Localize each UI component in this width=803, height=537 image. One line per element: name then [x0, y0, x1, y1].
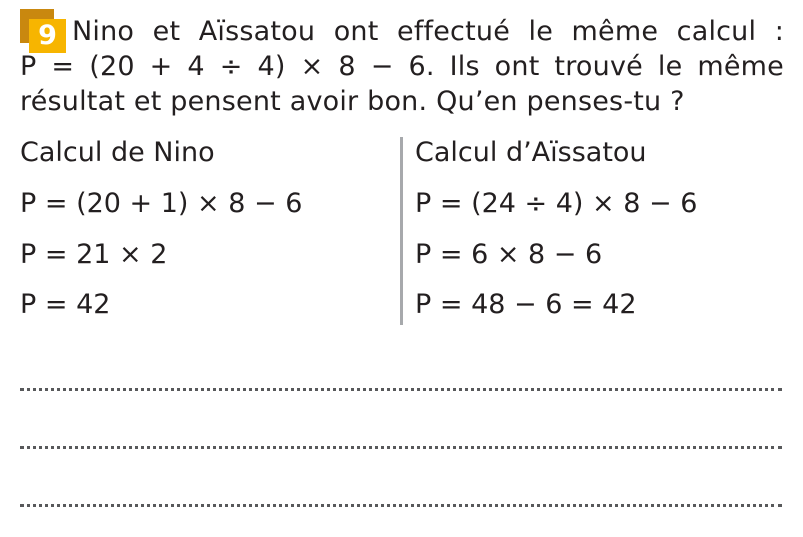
answer-line[interactable] — [20, 504, 782, 507]
column-divider — [400, 137, 403, 325]
answer-line[interactable] — [20, 388, 782, 391]
aissatou-calculation-title: Calcul d’Aïssatou — [415, 137, 647, 168]
calculation-step: P = 42 — [20, 289, 111, 320]
calculation-step: P = (20 + 1) × 8 − 6 — [20, 188, 303, 219]
statement-line: Nino et Aïssatou ont effectué le même calcul : — [72, 16, 784, 47]
statement-line: résultat et pensent avoir bon. Qu’en penses-tu ? — [20, 86, 685, 117]
calculation-step: P = 48 − 6 = 42 — [415, 289, 637, 320]
exercise-number: 9 — [29, 19, 66, 53]
exercise-statement — [20, 14, 784, 119]
calculation-step: P = 21 × 2 — [20, 239, 168, 270]
calculation-step: P = 6 × 8 − 6 — [415, 239, 603, 270]
statement-line: P = (20 + 4 ÷ 4) × 8 − 6. Ils ont trouvé le même — [20, 51, 784, 82]
calculation-step: P = (24 ÷ 4) × 8 − 6 — [415, 188, 698, 219]
nino-calculation-title: Calcul de Nino — [20, 137, 215, 168]
answer-line[interactable] — [20, 446, 782, 449]
